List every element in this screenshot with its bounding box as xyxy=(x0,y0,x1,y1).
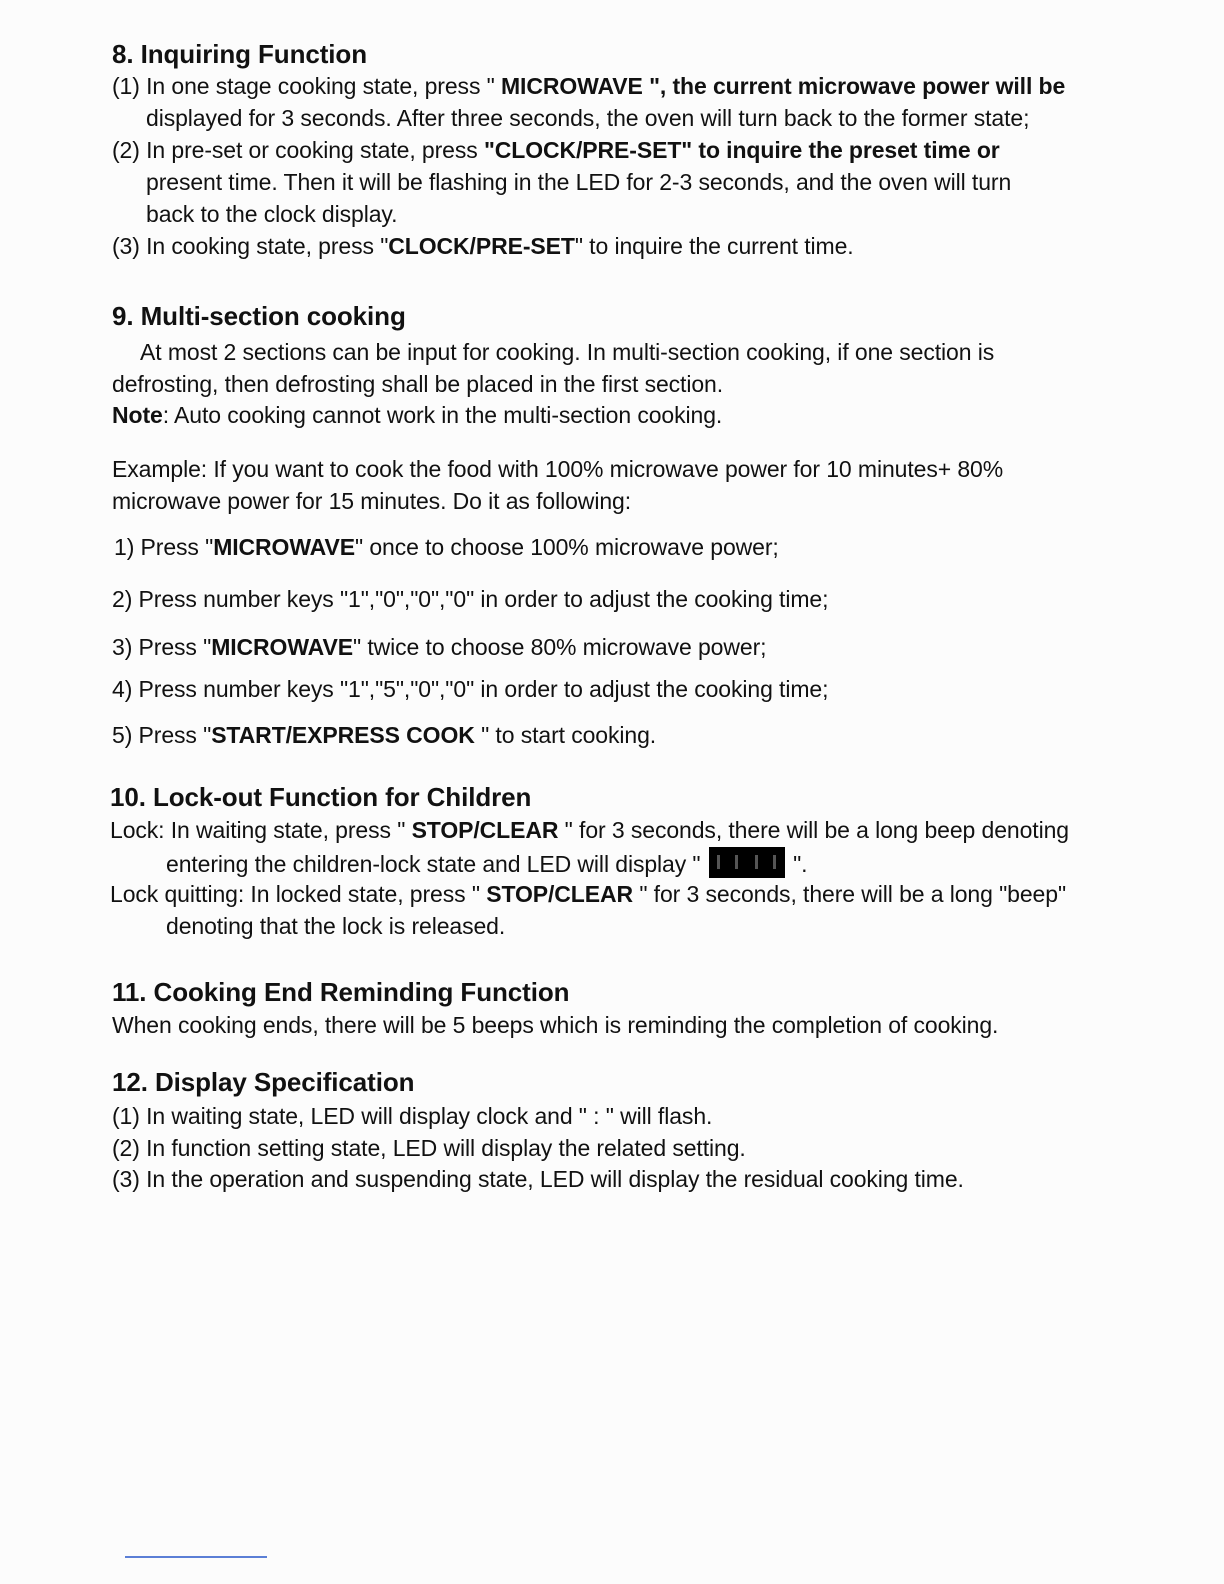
s8-line-4: present time. Then it will be flashing in the LED for 2-3 seconds, and the oven will turn xyxy=(146,169,1012,195)
s10-line-2: entering the children-lock state and LED will display " ". xyxy=(166,847,807,879)
s11-line-1: When cooking ends, there will be 5 beeps which is reminding the completion of cooking. xyxy=(112,1012,999,1038)
s8-line-2: displayed for 3 seconds. After three seconds, the oven will turn back to the former state; xyxy=(146,105,1030,131)
s9-example-2: microwave power for 15 minutes. Do it as following: xyxy=(112,488,632,514)
footer-rule xyxy=(125,1556,267,1558)
section-11-title: 11. Cooking End Reminding Function xyxy=(112,977,570,1007)
s12-line-1: (1) In waiting state, LED will display clock and " : " will flash. xyxy=(112,1103,713,1129)
s12-line-2: (2) In function setting state, LED will display the related setting. xyxy=(112,1135,746,1161)
s10-line-3: Lock quitting: In locked state, press " STOP/CLEAR " for 3 seconds, there will be a long "beep" xyxy=(110,881,1067,907)
s9-line-2: defrosting, then defrosting shall be placed in the first section. xyxy=(112,371,724,397)
s9-step-4: 4) Press number keys "1","5","0","0" in order to adjust the cooking time; xyxy=(112,676,829,702)
s9-step-1: 1) Press "MICROWAVE" once to choose 100% microwave power; xyxy=(114,534,779,560)
section-8-title: 8. Inquiring Function xyxy=(112,39,367,69)
s10-line-1: Lock: In waiting state, press " STOP/CLEAR " for 3 seconds, there will be a long beep denoting xyxy=(110,817,1069,843)
section-10-title: 10. Lock-out Function for Children xyxy=(110,782,532,812)
s9-note: Note: Auto cooking cannot work in the multi-section cooking. xyxy=(112,402,723,428)
section-9-title: 9. Multi-section cooking xyxy=(112,301,406,331)
s9-step-5: 5) Press "START/EXPRESS COOK " to start cooking. xyxy=(112,722,657,748)
section-12-title: 12. Display Specification xyxy=(112,1067,415,1097)
s9-step-3: 3) Press "MICROWAVE" twice to choose 80% microwave power; xyxy=(112,634,767,660)
s10-line-4: denoting that the lock is released. xyxy=(166,913,506,939)
s12-line-3: (3) In the operation and suspending state, LED will display the residual cooking time. xyxy=(112,1166,964,1192)
s8-line-3: (2) In pre-set or cooking state, press "CLOCK/PRE-SET" to inquire the preset time or xyxy=(112,137,1000,163)
s9-example-1: Example: If you want to cook the food with 100% microwave power for 10 minutes+ 80% xyxy=(112,456,1004,482)
s8-line-1: (1) In one stage cooking state, press " MICROWAVE ", the current microwave power will be xyxy=(112,73,1066,99)
s8-line-6: (3) In cooking state, press "CLOCK/PRE-SET" to inquire the current time. xyxy=(112,233,854,259)
led-lock-display xyxy=(709,847,785,878)
s9-line-1: At most 2 sections can be input for cooking. In multi-section cooking, if one section is xyxy=(140,339,995,365)
s8-line-5: back to the clock display. xyxy=(146,201,398,227)
s9-step-2: 2) Press number keys "1","0","0","0" in order to adjust the cooking time; xyxy=(112,586,829,612)
